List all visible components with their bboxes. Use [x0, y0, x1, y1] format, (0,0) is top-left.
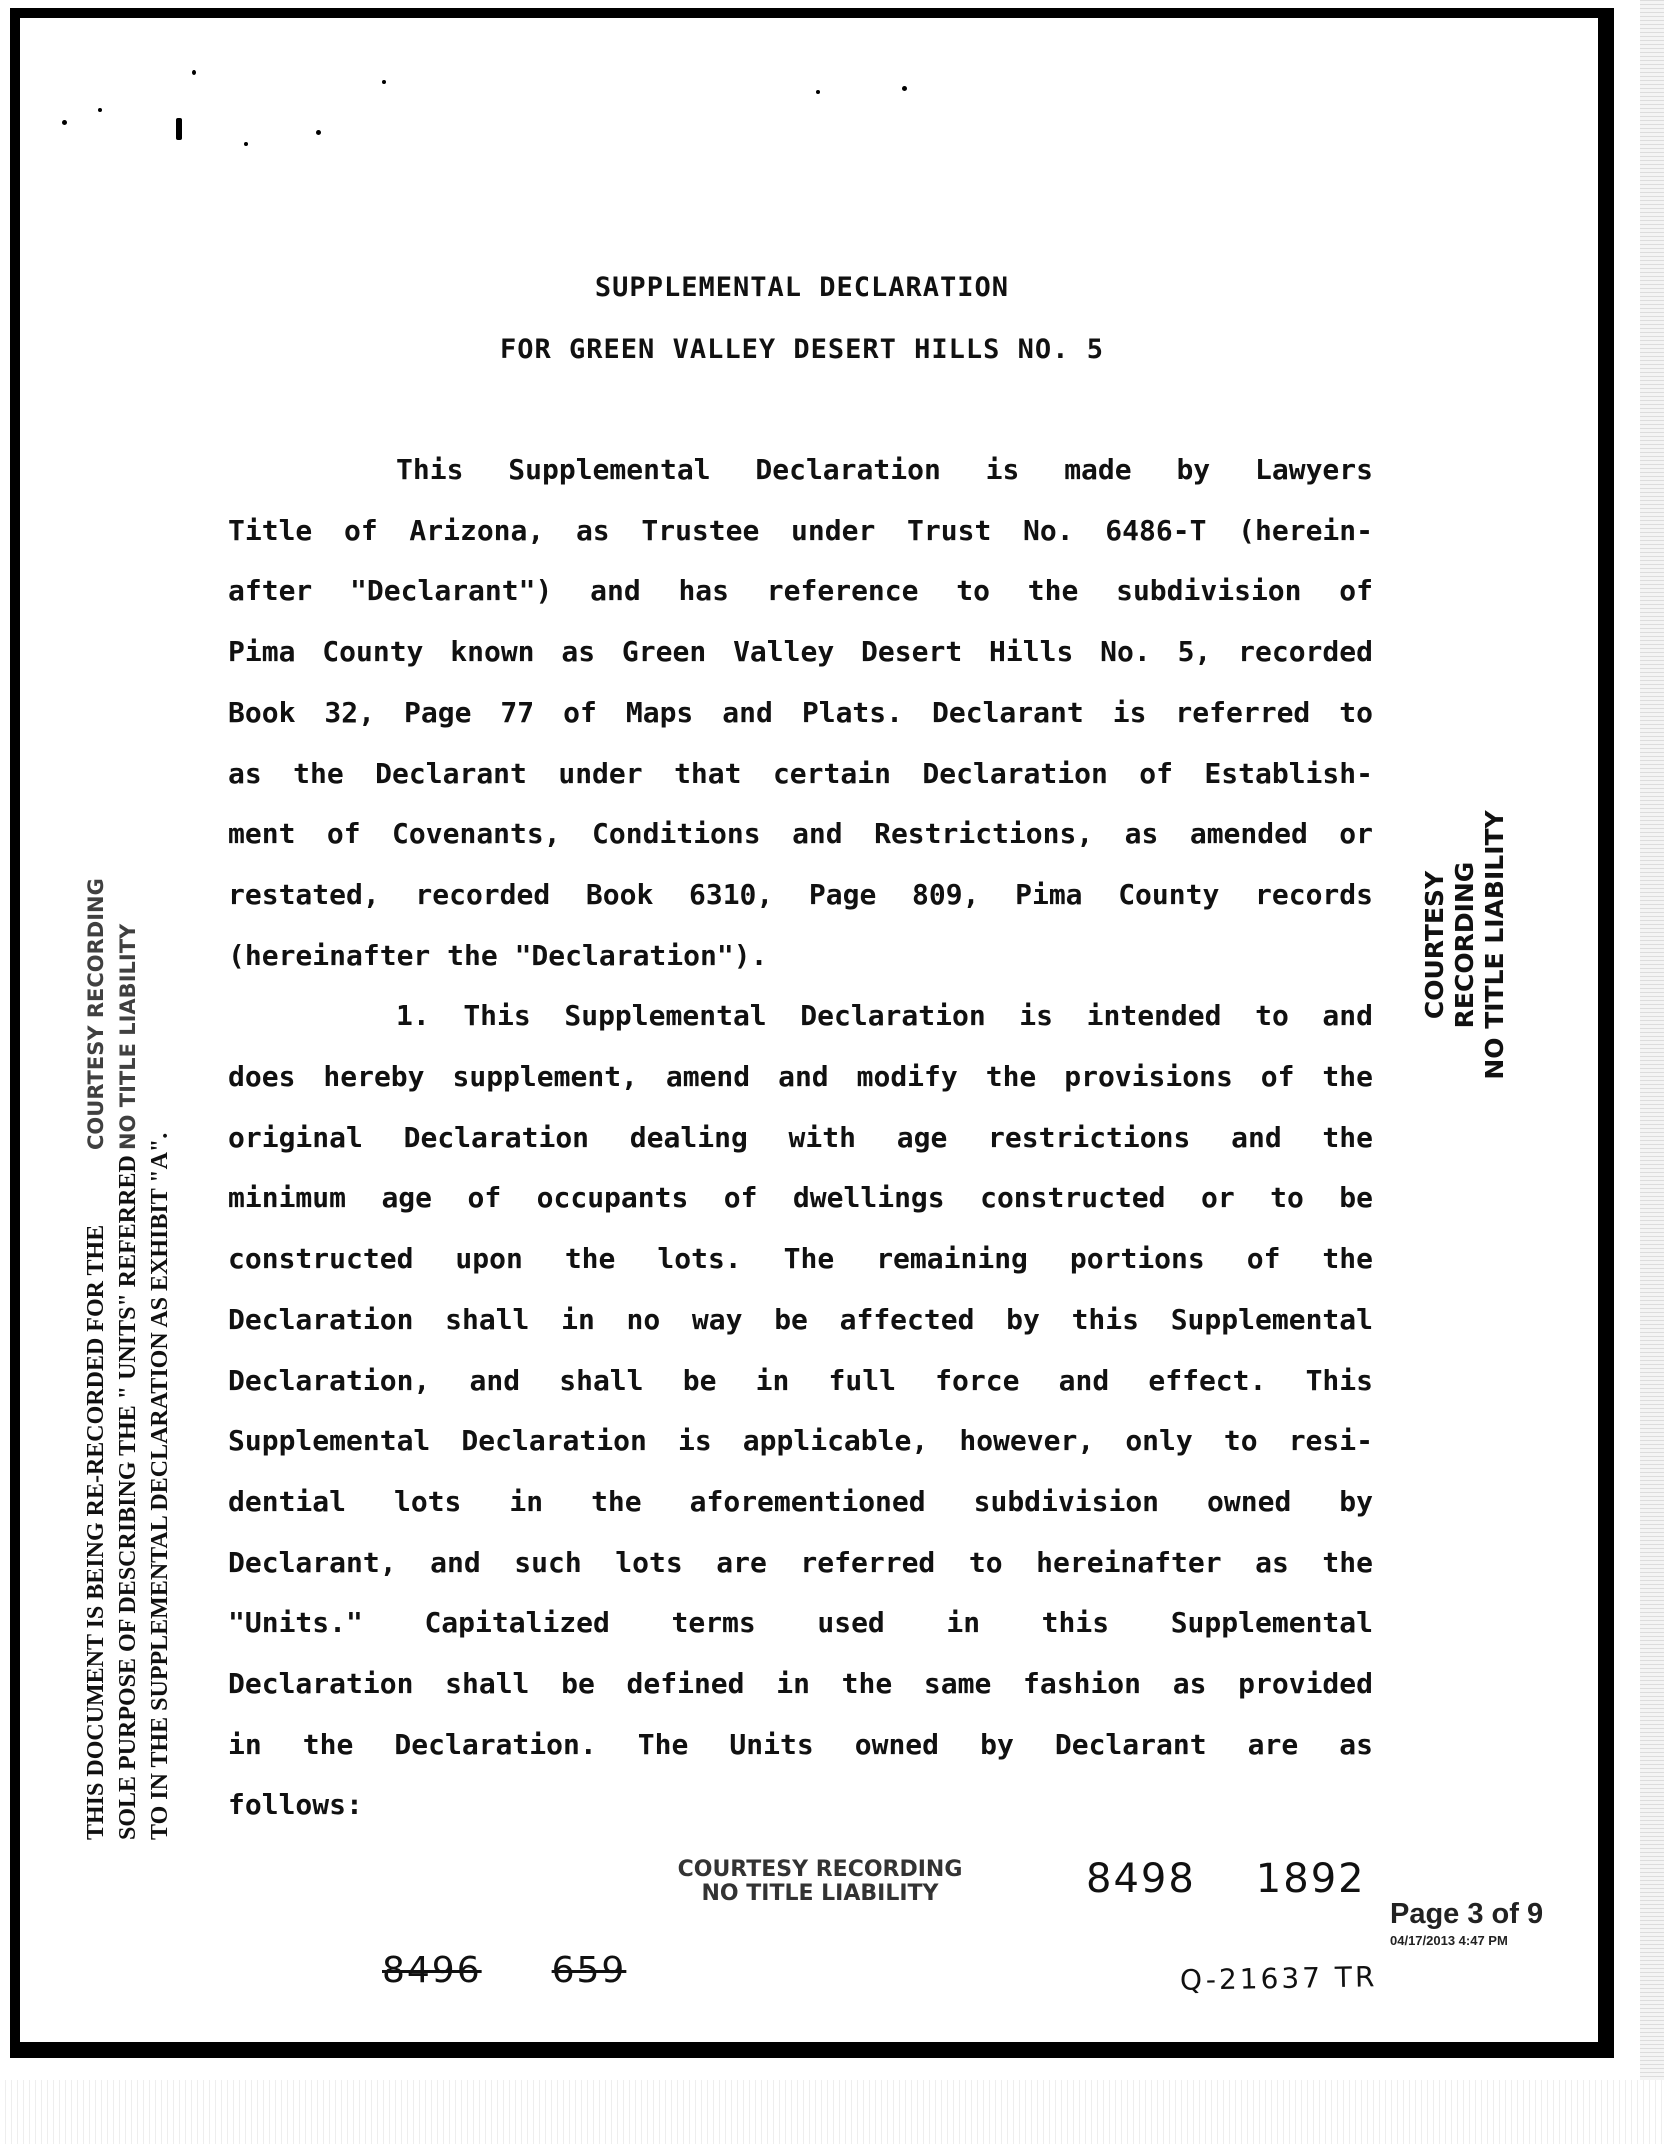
stamp-line: NO TITLE LIABILITY [701, 1881, 939, 1906]
recording-book-page [1086, 1856, 1426, 1902]
stamp-line: COURTESY RECORDING [1420, 861, 1479, 1029]
scan-speck [244, 142, 248, 146]
text-line: original Declaration dealing with age restrictions and the [228, 1120, 1373, 1154]
text-line: constructed upon the lots. The remaining portions of the [228, 1242, 1373, 1276]
page-stamp [1390, 1898, 1543, 1948]
text-line: restated, recorded Book 6310, Page 809, Pima County records [228, 877, 1373, 911]
scan-speck [902, 86, 907, 91]
text-line: Declaration shall be defined in the same fashion as provided [228, 1667, 1373, 1701]
struck-recording-reference [382, 1950, 696, 1991]
text-line: "Units." Capitalized terms used in this Supplemental [228, 1606, 1373, 1640]
text-line: minimum age of occupants of dwellings constructed or to be [228, 1181, 1373, 1215]
text-line: does hereby supplement, amend and modify the provisions of the [228, 1060, 1373, 1094]
text-line: ment of Covenants, Conditions and Restrictions, as amended or [228, 817, 1373, 851]
document-title: SUPPLEMENTAL DECLARATION [594, 272, 1010, 303]
scan-speck [98, 108, 102, 112]
stamp-line: COURTESY RECORDING [677, 1857, 963, 1882]
scan-speck [382, 80, 386, 84]
text-line: Title of Arizona, as Trustee under Trust No. 6486-T (herein- [228, 513, 1373, 547]
scan-bottom-edge [0, 2080, 1664, 2144]
stamp-line: COURTESY RECORDING [84, 878, 108, 1150]
stamp-line: TO IN THE SUPPLEMENTAL DECLARATION AS EXHIBIT "A". [147, 1132, 173, 1840]
page-timestamp: 04/17/2013 4:47 PM [1390, 1933, 1508, 1948]
recording-page-number: 1892 [1255, 1856, 1366, 1902]
old-book-number: 8496 [382, 1950, 482, 1991]
scan-speck [62, 120, 67, 125]
courtesy-recording-stamp-left [80, 850, 144, 1150]
scan-speck [176, 118, 182, 140]
text-line: in the Declaration. The Units owned by Declarant are as [228, 1727, 1373, 1761]
scan-speck [192, 70, 196, 75]
page-number-label: Page 3 of 9 [1390, 1898, 1544, 1930]
courtesy-recording-stamp-bottom [660, 1858, 980, 1906]
courtesy-recording-stamp-right [1420, 810, 1510, 1080]
document-body [228, 440, 1373, 1836]
stamp-line: SOLE PURPOSE OF DESCRIBING THE " UNITS" REFERRED [115, 1155, 141, 1840]
text-line: This Supplemental Declaration is made by Lawyers [396, 453, 1373, 486]
recording-book-number: 8498 [1086, 1856, 1196, 1902]
text-line: (hereinafter the "Declaration"). [228, 938, 768, 972]
scan-speck [816, 90, 820, 94]
stamp-line: NO TITLE LIABILITY [1480, 810, 1509, 1080]
stamp-line: NO TITLE LIABILITY [116, 923, 140, 1150]
text-line: after "Declarant") and has reference to the subdivision of [228, 574, 1373, 608]
scan-speck [316, 130, 321, 135]
old-page-number: 659 [551, 1950, 627, 1991]
text-line: Book 32, Page 77 of Maps and Plats. Declarant is referred to [228, 695, 1373, 729]
text-line: follows: [228, 1788, 363, 1822]
stamp-line: THIS DOCUMENT IS BEING RE-RECORDED FOR THE [83, 1224, 109, 1840]
text-line: dential lots in the aforementioned subdivision owned by [228, 1484, 1373, 1518]
document-subtitle: FOR GREEN VALLEY DESERT HILLS NO. 5 [500, 334, 1104, 365]
text-line: Declarant, and such lots are referred to hereinafter as the [228, 1545, 1373, 1579]
text-line: Declaration, and shall be in full force and effect. This [228, 1363, 1373, 1397]
text-line: Pima County known as Green Valley Desert Hills No. 5, recorded [228, 635, 1373, 669]
text-line: as the Declarant under that certain Declaration of Establish- [228, 756, 1373, 790]
text-line: Supplemental Declaration is applicable, however, only to resi- [228, 1424, 1373, 1458]
text-line: 1. This Supplemental Declaration is intended to and [396, 999, 1373, 1033]
handwritten-reference: Q-21637 TR [1179, 1960, 1378, 1997]
scan-edge [1640, 0, 1664, 2144]
text-line: Declaration shall in no way be affected by this Supplemental [228, 1302, 1373, 1336]
re-recording-notice-stamp [80, 840, 176, 1840]
